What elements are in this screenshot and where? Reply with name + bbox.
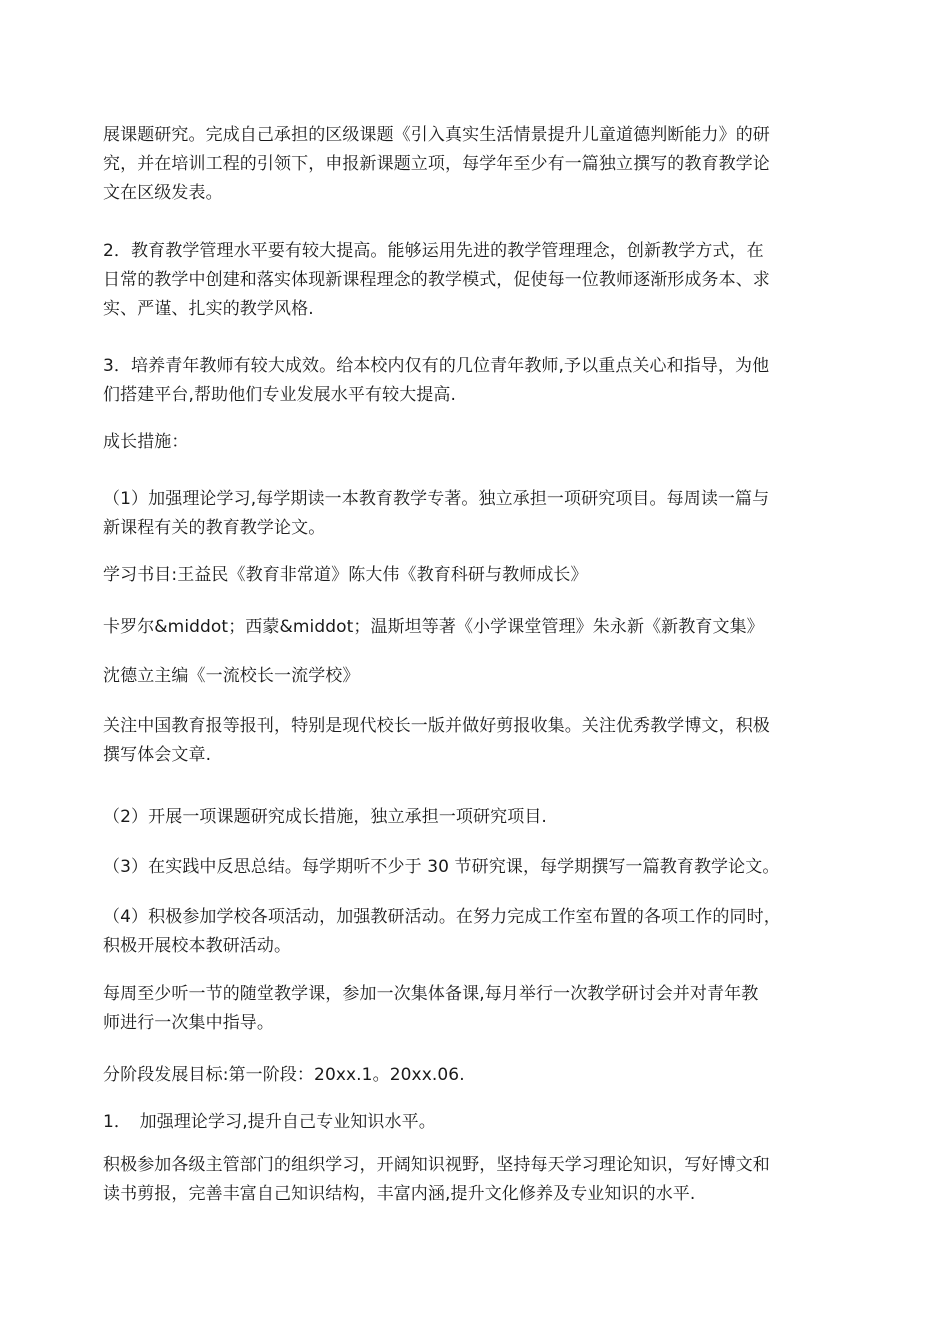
text-line: 积极参加各级主管部门的组织学习，开阔知识视野，坚持每天学习理论知识，写好博文和 (103, 1155, 770, 1175)
text-line: 成长措施： (103, 432, 189, 452)
paragraph-goal-2 (103, 237, 853, 324)
text-line: 日常的教学中创建和落实体现新课程理念的教学模式，促使每一位教师逐渐形成务本、求 (103, 270, 770, 290)
text-line: （2）开展一项课题研究成长措施，独立承担一项研究项目. (103, 807, 547, 827)
paragraph-reading-list (103, 561, 853, 590)
paragraph-study-participation (103, 1151, 853, 1209)
text-line: 3．培养青年教师有较大成效。给本校内仅有的几位青年教师,予以重点关心和指导，为他 (103, 356, 770, 376)
text-line: 沈德立主编《一流校长一流学校》 (103, 666, 360, 686)
text-line: 文在区级发表。 (103, 183, 223, 203)
text-line: 读书剪报，完善丰富自己知识结构，丰富内涵,提升文化修养及专业知识的水平. (103, 1184, 696, 1204)
text-line: 师进行一次集中指导。 (103, 1013, 274, 1033)
text-line: 撰写体会文章. (103, 745, 212, 765)
paragraph-measure-2 (103, 803, 853, 832)
paragraph-measure-1 (103, 485, 853, 543)
paragraph-reading-list-2 (103, 613, 853, 642)
heading-growth-measures (103, 428, 853, 457)
paragraph-stage-goals (103, 1061, 853, 1090)
text-line: （3）在实践中反思总结。每学期听不少于 30 节研究课，每学期撰写一篇教育教学论文。 (103, 857, 780, 877)
paragraph-weekly-lessons (103, 980, 853, 1038)
text-line: 展课题研究。完成自己承担的区级课题《引入真实生活情景提升儿童道德判断能力》的研 (103, 125, 770, 145)
text-line: 卡罗尔&middot；西蒙&middot；温斯坦等著《小学课堂管理》朱永新《新教育文集》 (103, 617, 764, 637)
paragraph-research-topic (103, 121, 853, 208)
paragraph-reading-list-3 (103, 662, 853, 691)
paragraph-newspapers (103, 712, 853, 770)
text-line: 究，并在培训工程的引领下，申报新课题立项，每学年至少有一篇独立撰写的教育教学论 (103, 154, 770, 174)
text-line: 分阶段发展目标:第一阶段：20xx.1。20xx.06. (103, 1065, 465, 1085)
text-line: 学习书目:王益民《教育非常道》陈大伟《教育科研与教师成长》 (103, 565, 588, 585)
text-line: 1． 加强理论学习,提升自己专业知识水平。 (103, 1112, 436, 1132)
text-line: 实、严谨、扎实的教学风格. (103, 299, 314, 319)
text-line: 积极开展校本教研活动。 (103, 936, 292, 956)
text-line: （1）加强理论学习,每学期读一本教育教学专著。独立承担一项研究项目。每周读一篇与 (103, 489, 770, 509)
text-line: 关注中国教育报等报刊，特别是现代校长一版并做好剪报收集。关注优秀教学博文，积极 (103, 716, 770, 736)
paragraph-measure-3 (103, 853, 853, 882)
text-line: 每周至少听一节的随堂教学课，参加一次集体备课,每月举行一次教学研讨会并对青年教 (103, 984, 759, 1004)
text-line: （4）积极参加学校各项活动，加强教研活动。在努力完成工作室布置的各项工作的同时， (103, 907, 781, 927)
text-line: 们搭建平台,帮助他们专业发展水平有较大提高. (103, 385, 457, 405)
text-line: 新课程有关的教育教学论文。 (103, 518, 326, 538)
paragraph-stage-item-1 (103, 1108, 853, 1137)
text-line: 2．教育教学管理水平要有较大提高。能够运用先进的教学管理理念，创新教学方式，在 (103, 241, 764, 261)
paragraph-measure-4 (103, 903, 853, 961)
paragraph-goal-3 (103, 352, 853, 410)
